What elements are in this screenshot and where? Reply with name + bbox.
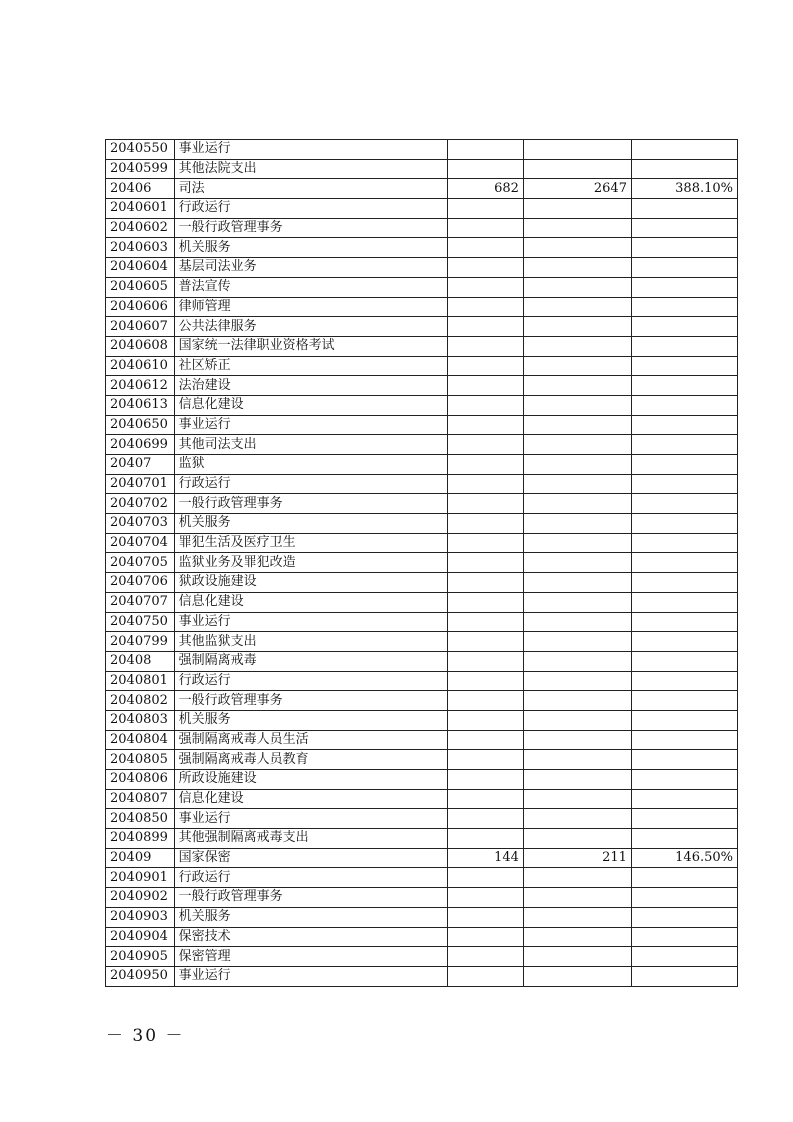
table-row <box>106 395 738 415</box>
row-percent <box>631 297 737 317</box>
row-value-1 <box>448 415 524 435</box>
row-percent <box>631 671 737 691</box>
row-value-1 <box>448 336 524 356</box>
table-row <box>106 514 738 534</box>
table-row <box>106 848 738 868</box>
table-row <box>106 238 738 258</box>
row-value-2 <box>523 907 631 927</box>
table-row <box>106 297 738 317</box>
row-code: 20407 <box>106 455 175 475</box>
row-name: 行政运行 <box>174 868 448 888</box>
row-value-1 <box>448 691 524 711</box>
row-value-1 <box>448 140 524 160</box>
row-percent <box>631 770 737 790</box>
table-row <box>106 730 738 750</box>
row-value-2 <box>523 395 631 415</box>
budget-table <box>105 139 738 987</box>
table-row <box>106 435 738 455</box>
row-value-2 <box>523 966 631 986</box>
row-value-2 <box>523 789 631 809</box>
row-value-2 <box>523 592 631 612</box>
table-row <box>106 533 738 553</box>
table-row <box>106 199 738 219</box>
table-row <box>106 592 738 612</box>
row-percent <box>631 415 737 435</box>
table-row <box>106 966 738 986</box>
table-row <box>106 651 738 671</box>
table-row <box>106 671 738 691</box>
row-name: 机关服务 <box>174 907 448 927</box>
row-value-1 <box>448 553 524 573</box>
row-name: 事业运行 <box>174 612 448 632</box>
row-code: 2040801 <box>106 671 175 691</box>
row-code: 2040699 <box>106 435 175 455</box>
row-percent <box>631 553 737 573</box>
row-value-1 <box>448 317 524 337</box>
row-value-2 <box>523 474 631 494</box>
row-value-2 <box>523 651 631 671</box>
row-value-1 <box>448 376 524 396</box>
row-name: 社区矫正 <box>174 356 448 376</box>
row-percent <box>631 829 737 849</box>
row-name: 行政运行 <box>174 671 448 691</box>
row-name: 一般行政管理事务 <box>174 691 448 711</box>
row-value-2 <box>523 888 631 908</box>
row-name: 律师管理 <box>174 297 448 317</box>
table-row <box>106 356 738 376</box>
row-code: 2040901 <box>106 868 175 888</box>
row-value-1 <box>448 671 524 691</box>
row-percent <box>631 750 737 770</box>
row-name: 所政设施建设 <box>174 770 448 790</box>
row-value-2 <box>523 927 631 947</box>
row-name: 司法 <box>174 179 448 199</box>
table-row <box>106 573 738 593</box>
row-code: 20406 <box>106 179 175 199</box>
row-value-2 <box>523 218 631 238</box>
table-row <box>106 140 738 160</box>
row-value-2 <box>523 494 631 514</box>
row-value-2 <box>523 514 631 534</box>
table-row <box>106 789 738 809</box>
row-percent <box>631 927 737 947</box>
row-value-2 <box>523 671 631 691</box>
row-value-1 <box>448 868 524 888</box>
table-row <box>106 179 738 199</box>
table-row <box>106 317 738 337</box>
row-percent <box>631 376 737 396</box>
row-code: 2040904 <box>106 927 175 947</box>
row-code: 2040902 <box>106 888 175 908</box>
table-row <box>106 376 738 396</box>
row-name: 其他监狱支出 <box>174 632 448 652</box>
row-name: 保密技术 <box>174 927 448 947</box>
row-percent <box>631 494 737 514</box>
row-code: 2040805 <box>106 750 175 770</box>
row-code: 2040702 <box>106 494 175 514</box>
row-value-2 <box>523 159 631 179</box>
row-percent <box>631 632 737 652</box>
row-percent <box>631 809 737 829</box>
row-code: 2040613 <box>106 395 175 415</box>
row-value-1 <box>448 907 524 927</box>
row-value-1 <box>448 573 524 593</box>
row-code: 2040704 <box>106 533 175 553</box>
row-name: 一般行政管理事务 <box>174 494 448 514</box>
page-number: － 30 － <box>106 1026 185 1046</box>
row-percent <box>631 218 737 238</box>
row-code: 2040804 <box>106 730 175 750</box>
row-value-2 <box>523 573 631 593</box>
table-row <box>106 455 738 475</box>
row-percent <box>631 907 737 927</box>
row-percent <box>631 159 737 179</box>
row-value-2 <box>523 868 631 888</box>
row-value-1 <box>448 474 524 494</box>
row-value-2 <box>523 710 631 730</box>
row-percent <box>631 140 737 160</box>
row-name: 事业运行 <box>174 809 448 829</box>
row-code: 2040799 <box>106 632 175 652</box>
row-code: 2040899 <box>106 829 175 849</box>
row-name: 强制隔离戒毒 <box>174 651 448 671</box>
row-value-2 <box>523 435 631 455</box>
row-percent <box>631 435 737 455</box>
table-row <box>106 809 738 829</box>
row-percent <box>631 691 737 711</box>
row-value-1 <box>448 356 524 376</box>
row-percent <box>631 199 737 219</box>
table-row <box>106 277 738 297</box>
row-percent <box>631 238 737 258</box>
row-code: 2040608 <box>106 336 175 356</box>
table-row <box>106 474 738 494</box>
row-value-2 <box>523 533 631 553</box>
row-code: 2040610 <box>106 356 175 376</box>
row-value-2: 2647 <box>523 179 631 199</box>
row-percent <box>631 966 737 986</box>
row-name: 其他强制隔离戒毒支出 <box>174 829 448 849</box>
row-percent <box>631 514 737 534</box>
row-value-1 <box>448 789 524 809</box>
row-code: 2040701 <box>106 474 175 494</box>
row-code: 2040807 <box>106 789 175 809</box>
row-value-1: 144 <box>448 848 524 868</box>
row-value-1 <box>448 750 524 770</box>
row-percent <box>631 317 737 337</box>
row-name: 信息化建设 <box>174 395 448 415</box>
row-percent <box>631 395 737 415</box>
row-code: 2040706 <box>106 573 175 593</box>
budget-table-body <box>106 140 738 987</box>
row-name: 公共法律服务 <box>174 317 448 337</box>
row-value-1 <box>448 770 524 790</box>
row-name: 行政运行 <box>174 474 448 494</box>
row-value-2 <box>523 632 631 652</box>
row-code: 2040612 <box>106 376 175 396</box>
row-code: 2040550 <box>106 140 175 160</box>
row-name: 事业运行 <box>174 966 448 986</box>
row-code: 2040703 <box>106 514 175 534</box>
row-percent <box>631 573 737 593</box>
row-percent <box>631 277 737 297</box>
row-value-2 <box>523 947 631 967</box>
row-name: 机关服务 <box>174 514 448 534</box>
table-row <box>106 927 738 947</box>
row-value-1 <box>448 730 524 750</box>
table-row <box>106 907 738 927</box>
row-value-1 <box>448 494 524 514</box>
row-code: 2040850 <box>106 809 175 829</box>
row-value-2 <box>523 730 631 750</box>
row-value-2 <box>523 297 631 317</box>
row-name: 一般行政管理事务 <box>174 218 448 238</box>
row-value-1 <box>448 435 524 455</box>
row-value-1 <box>448 966 524 986</box>
row-percent <box>631 888 737 908</box>
row-code: 20408 <box>106 651 175 671</box>
row-value-1 <box>448 651 524 671</box>
row-code: 2040750 <box>106 612 175 632</box>
row-code: 2040650 <box>106 415 175 435</box>
row-name: 其他法院支出 <box>174 159 448 179</box>
row-value-2 <box>523 258 631 278</box>
row-value-1 <box>448 218 524 238</box>
row-percent <box>631 474 737 494</box>
row-name: 强制隔离戒毒人员教育 <box>174 750 448 770</box>
row-value-1 <box>448 258 524 278</box>
table-row <box>106 553 738 573</box>
row-value-2 <box>523 553 631 573</box>
row-value-1: 682 <box>448 179 524 199</box>
row-value-1 <box>448 533 524 553</box>
row-percent <box>631 612 737 632</box>
row-code: 2040605 <box>106 277 175 297</box>
row-code: 2040905 <box>106 947 175 967</box>
row-code: 2040606 <box>106 297 175 317</box>
row-name: 普法宣传 <box>174 277 448 297</box>
row-value-2 <box>523 455 631 475</box>
row-percent <box>631 258 737 278</box>
table-row <box>106 415 738 435</box>
row-percent <box>631 868 737 888</box>
row-value-1 <box>448 888 524 908</box>
table-row <box>106 710 738 730</box>
row-name: 国家保密 <box>174 848 448 868</box>
row-value-2 <box>523 336 631 356</box>
row-name: 机关服务 <box>174 710 448 730</box>
table-row <box>106 750 738 770</box>
row-code: 2040599 <box>106 159 175 179</box>
row-code: 2040950 <box>106 966 175 986</box>
row-value-1 <box>448 238 524 258</box>
row-percent <box>631 592 737 612</box>
row-code: 2040707 <box>106 592 175 612</box>
table-row <box>106 632 738 652</box>
row-percent: 146.50% <box>631 848 737 868</box>
row-value-2 <box>523 356 631 376</box>
row-name: 法治建设 <box>174 376 448 396</box>
row-percent <box>631 789 737 809</box>
row-percent: 388.10% <box>631 179 737 199</box>
row-value-2 <box>523 415 631 435</box>
row-value-1 <box>448 592 524 612</box>
row-code: 2040602 <box>106 218 175 238</box>
row-value-1 <box>448 947 524 967</box>
row-value-1 <box>448 710 524 730</box>
table-row <box>106 612 738 632</box>
row-value-2 <box>523 199 631 219</box>
row-name: 行政运行 <box>174 199 448 219</box>
row-name: 保密管理 <box>174 947 448 967</box>
row-percent <box>631 651 737 671</box>
row-code: 20409 <box>106 848 175 868</box>
table-row <box>106 770 738 790</box>
row-value-2 <box>523 829 631 849</box>
row-value-1 <box>448 277 524 297</box>
row-value-2: 211 <box>523 848 631 868</box>
row-value-1 <box>448 159 524 179</box>
row-value-2 <box>523 612 631 632</box>
table-row <box>106 218 738 238</box>
row-name: 其他司法支出 <box>174 435 448 455</box>
row-value-2 <box>523 809 631 829</box>
table-row <box>106 691 738 711</box>
row-percent <box>631 710 737 730</box>
row-name: 基层司法业务 <box>174 258 448 278</box>
row-name: 信息化建设 <box>174 789 448 809</box>
row-value-2 <box>523 770 631 790</box>
row-name: 监狱 <box>174 455 448 475</box>
row-value-2 <box>523 750 631 770</box>
row-value-2 <box>523 140 631 160</box>
row-name: 信息化建设 <box>174 592 448 612</box>
row-value-2 <box>523 238 631 258</box>
row-percent <box>631 533 737 553</box>
row-percent <box>631 356 737 376</box>
row-code: 2040705 <box>106 553 175 573</box>
table-row <box>106 868 738 888</box>
row-name: 事业运行 <box>174 140 448 160</box>
row-name: 机关服务 <box>174 238 448 258</box>
row-value-1 <box>448 927 524 947</box>
row-value-1 <box>448 395 524 415</box>
row-name: 一般行政管理事务 <box>174 888 448 908</box>
table-row <box>106 494 738 514</box>
table-row <box>106 258 738 278</box>
row-name: 国家统一法律职业资格考试 <box>174 336 448 356</box>
row-code: 2040603 <box>106 238 175 258</box>
table-row <box>106 336 738 356</box>
row-name: 监狱业务及罪犯改造 <box>174 553 448 573</box>
row-code: 2040607 <box>106 317 175 337</box>
row-code: 2040903 <box>106 907 175 927</box>
row-percent <box>631 730 737 750</box>
row-percent <box>631 947 737 967</box>
table-row <box>106 947 738 967</box>
row-value-1 <box>448 297 524 317</box>
table-row <box>106 829 738 849</box>
row-name: 强制隔离戒毒人员生活 <box>174 730 448 750</box>
row-name: 狱政设施建设 <box>174 573 448 593</box>
row-code: 2040802 <box>106 691 175 711</box>
row-value-2 <box>523 277 631 297</box>
row-code: 2040604 <box>106 258 175 278</box>
row-code: 2040803 <box>106 710 175 730</box>
table-row <box>106 888 738 908</box>
row-value-1 <box>448 455 524 475</box>
row-value-1 <box>448 809 524 829</box>
row-percent <box>631 455 737 475</box>
row-value-2 <box>523 376 631 396</box>
row-code: 2040806 <box>106 770 175 790</box>
row-value-1 <box>448 199 524 219</box>
row-name: 事业运行 <box>174 415 448 435</box>
row-value-2 <box>523 317 631 337</box>
row-value-2 <box>523 691 631 711</box>
row-value-1 <box>448 829 524 849</box>
table-row <box>106 159 738 179</box>
row-code: 2040601 <box>106 199 175 219</box>
row-name: 罪犯生活及医疗卫生 <box>174 533 448 553</box>
row-percent <box>631 336 737 356</box>
row-value-1 <box>448 612 524 632</box>
row-value-1 <box>448 514 524 534</box>
row-value-1 <box>448 632 524 652</box>
